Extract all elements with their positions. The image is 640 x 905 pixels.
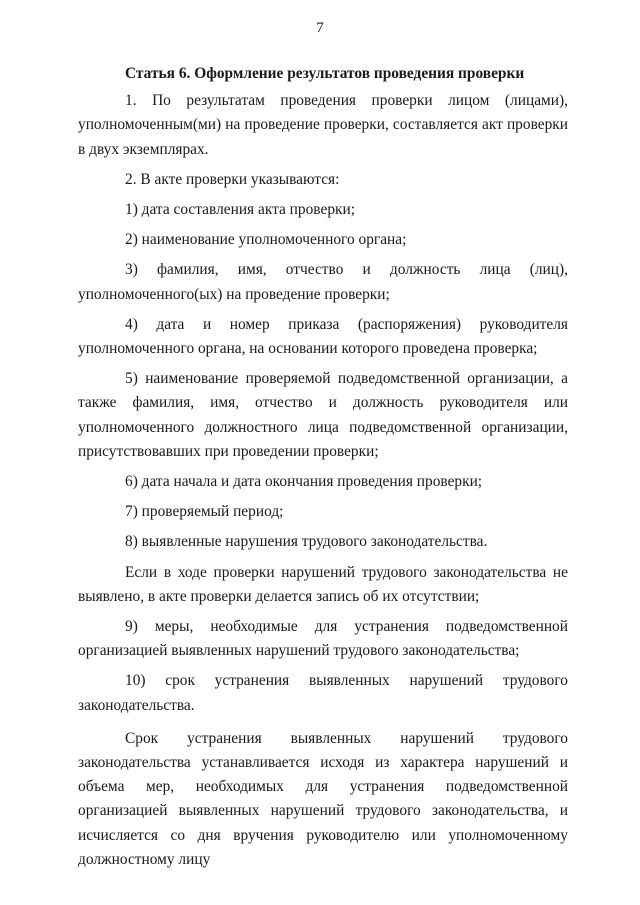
list-item-10: 10) срок устранения выявленных нарушений трудового законодательства. — [78, 672, 568, 714]
page-number: 7 — [316, 20, 324, 36]
paragraph-2: 2. В акте проверки указываются: — [125, 170, 340, 188]
list-item-2: 2) наименование уполномоченного органа; — [125, 231, 407, 249]
paragraph-deadline: Срок устранения выявленных нарушений трудового законодательства устанавливается исходя из характера нарушений и объема мер, необходимых для устранения подведомственной организацией выявленных нарушений трудового законодательства, и исчисляется со дня вручения руководителю или уполномоченному должностному лицу — [78, 729, 568, 868]
list-item-5: 5) наименование проверяемой подведомственной организации, а также фамилия, имя, отчество и должность руководителя или уполномоченного должностного лица подведомственной организации, присутствовавших при проведении проверки; — [78, 370, 568, 460]
article-heading: Статья 6. Оформление результатов проведения проверки — [125, 65, 525, 82]
list-item-9: 9) меры, необходимые для устранения подведомственной организацией выявленных нарушений трудового законодательства; — [78, 618, 568, 660]
list-item-4: 4) дата и номер приказа (распоряжения) руководителя уполномоченного органа, на основании которого проведена проверка; — [78, 315, 568, 358]
paragraph-1: 1. По результатам проведения проверки лицом (лицами), уполномоченным(ми) на проведение проверки, составляется акт проверки в двух экземплярах. — [78, 92, 568, 158]
document-body — [78, 62, 568, 872]
paragraph-no-violations: Если в ходе проверки нарушений трудового законодательства не выявлено, в акте проверки делается запись об их отсутствии; — [78, 563, 568, 605]
list-item-1: 1) дата составления акта проверки; — [125, 201, 356, 219]
list-item-3: 3) фамилия, имя, отчество и должность лица (лиц), уполномоченного(ых) на проведение проверки; — [78, 261, 568, 303]
list-item-8: 8) выявленные нарушения трудового законодательства. — [125, 533, 488, 551]
list-item-7: 7) проверяемый период; — [125, 503, 284, 521]
list-item-6: 6) дата начала и дата окончания проведения проверки; — [125, 473, 483, 491]
